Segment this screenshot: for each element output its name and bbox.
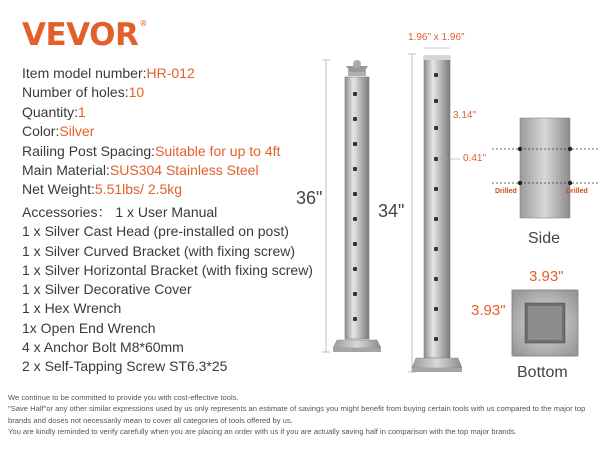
spec-label: Net Weight: [22, 181, 95, 198]
spec-label: Number of holes: [22, 84, 129, 101]
accessory-item: 1x Open End Wrench [22, 319, 156, 336]
label-bottom-depth: 3.93" [471, 302, 506, 319]
spec-value: 5.51lbs/ 2.5kg [94, 181, 183, 198]
cast-head-icon [346, 60, 368, 76]
spec-label: Railing Post Spacing: [22, 142, 156, 159]
accessory-item: 1 x Silver Cast Head (pre-installed on post) [22, 223, 289, 240]
dimension-36 [322, 60, 330, 352]
logo-text: VEVOR [22, 17, 139, 53]
accessory-item: Accessories： 1 x User Manual [22, 204, 218, 220]
post-with-head [333, 60, 381, 352]
label-bottom-width: 3.93" [529, 268, 564, 285]
accessory-item: 2 x Self-Tapping Screw ST6.3*25 [22, 358, 228, 375]
label-bottom-view: Bottom [517, 364, 568, 381]
spec-label: Quantity: [22, 103, 79, 120]
accessory-item: 4 x Anchor Bolt M8*60mm [22, 339, 184, 356]
disclaimer-line: You are kindly reminded to verify carefully when you are placing an order with us if you are actually saving half in comparison with the top major brands. [8, 427, 517, 437]
label-hole-diameter: 0.41" [463, 153, 487, 164]
label-hole-spacing: 3.14" [453, 110, 477, 121]
label-total-height: 36" [296, 188, 323, 208]
disclaimer [8, 392, 598, 438]
disclaimer-line: "Save Half"or any other similar expressions used by us only represents an estimate of savings you might benefit from buying certain tools with us compared to the major top brands and doses not necessarily mean to cover all categories of tools offered by us. [8, 404, 586, 425]
accessory-item: 1 x Hex Wrench [22, 300, 122, 317]
spec-value: Suitable for up to 4ft [155, 142, 281, 159]
label-drilled-right: Drilled [566, 188, 588, 195]
label-post-height: 34" [378, 201, 405, 221]
spec-value: 10 [128, 84, 145, 101]
spec-value: 1 [78, 103, 86, 120]
registered-mark: ® [139, 19, 147, 28]
dimension-34 [408, 54, 416, 372]
spec-label: Item model number: [22, 65, 147, 81]
spec-value: HR-012 [146, 65, 195, 81]
post-plain [412, 56, 462, 372]
spec-value: Silver [59, 123, 95, 140]
label-post-section: 1.96" x 1.96" [408, 32, 465, 43]
spec-value: SUS304 Stainless Steel [109, 162, 259, 179]
label-side-view: Side [528, 230, 561, 247]
bottom-view [512, 290, 578, 356]
label-drilled-left: Drilled [495, 188, 517, 195]
accessory-item: 1 x Silver Decorative Cover [22, 281, 192, 298]
spec-label: Main Material: [22, 162, 110, 179]
disclaimer-line: We continue to be committed to provide you with cost-effective tools. [8, 393, 239, 402]
accessory-item: 1 x Silver Curved Bracket (with fixing screw) [22, 242, 296, 259]
accessory-item: 1 x Silver Horizontal Bracket (with fixing screw) [22, 261, 313, 278]
spec-label: Color: [22, 123, 60, 140]
side-view [492, 118, 598, 218]
